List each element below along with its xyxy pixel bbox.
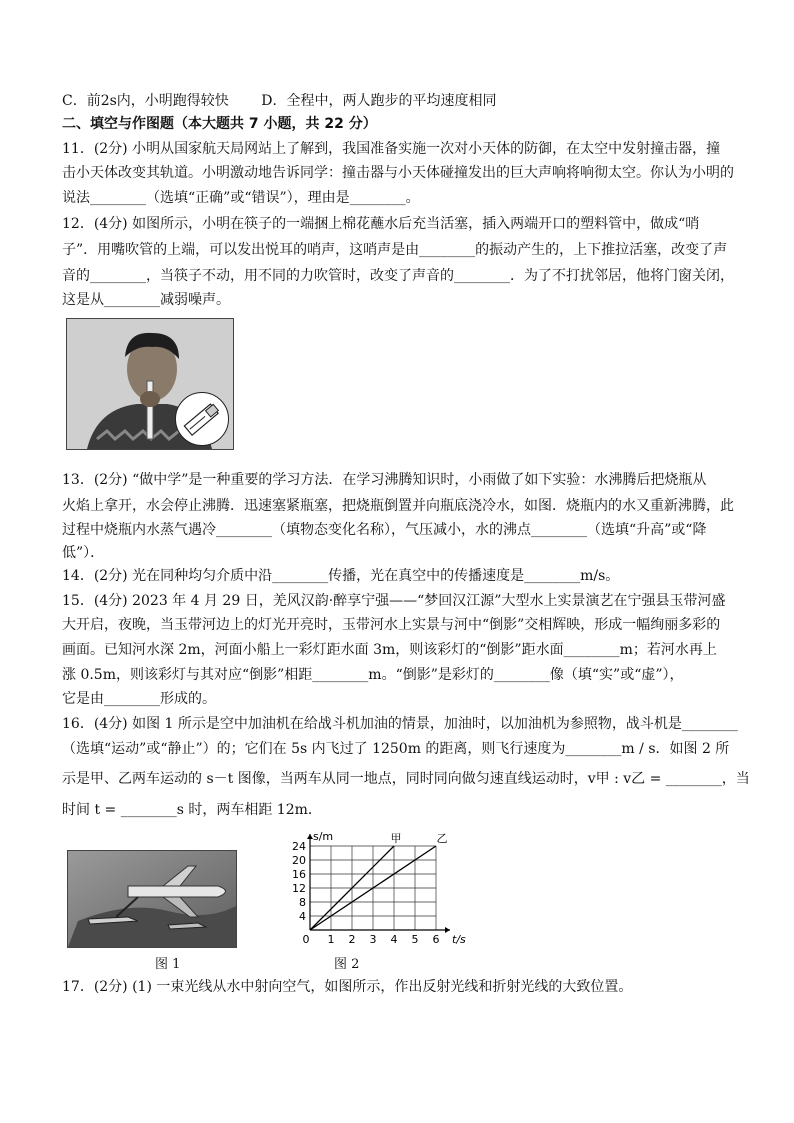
q15-line1: 15．(4分) 2023 年 4 月 29 日，羌风汉韵·醉享宁强——“梦回汉江源”大型水上实景演艺在宁强县玉带河盛 [62, 593, 726, 609]
q16-line4: 时间 t = ________s 时，两车相距 12m． [62, 802, 322, 818]
q12-line3: 音的________，当筷子不动，用不同的力吹管时，改变了声音的________．为了不打扰邻居，他将门窗关闭， [62, 268, 734, 284]
figure2-caption: 图 2 [334, 957, 360, 972]
q16-line2: （选填“运动”或“静止”）的；它们在 5s 内飞过了 1250m 的距离，则飞行速度为________m / s．如图 2 所 [62, 741, 730, 757]
x-tick-label: 4 [390, 933, 398, 946]
x-tick-label: 2 [348, 933, 356, 946]
y-tick-label: 4 [299, 910, 306, 923]
q12-line1: 12．(4分) 如图所示，小明在筷子的一端捆上棉花蘸水后充当活塞，插入两端开口的塑料管中，做成“哨 [62, 216, 700, 232]
q11-line3: 说法________（选填“正确”或“错误”），理由是________。 [62, 190, 420, 206]
y-tick-label: 16 [292, 868, 306, 881]
q15-line4: 涨 0.5m，则该彩灯与其对应“倒影”相距________m。“倒影”是彩灯的________像（填“实”或“虚”）， [62, 667, 684, 683]
q13-line1: 13．(2分) “做中学”是一种重要的学习方法．在学习沸腾知识时，小雨做了如下实验：水沸腾后把烧瓶从 [62, 472, 707, 488]
q16-line1: 16．(4分) 如图 1 所示是空中加油机在给战斗机加油的情景，加油时，以加油机为参照物，战斗机是________ [62, 716, 738, 732]
y-axis-label: s/m [313, 830, 334, 843]
figure1-caption: 图 1 [155, 957, 181, 972]
x-axis-label: t/s [452, 933, 466, 946]
option-c-d: C．前2s内，小明跑得较快 D．全程中，两人跑步的平均速度相同 [62, 93, 497, 109]
q11-line2: 击小天体改变其轨道。小明激动地告诉同学：撞击器与小天体碰撞发出的巨大声响将响彻太空。你认为小明的 [62, 165, 734, 181]
q16-line3: 示是甲、乙两车运动的 s－t 图像，当两车从同一地点，同时同向做匀速直线运动时，v甲 : v乙 = ________，当 [62, 771, 750, 787]
refueling-photo [67, 850, 237, 948]
q14-line: 14．(2分) 光在同种均匀介质中沿________传播，光在真空中的传播速度是________m/s。 [62, 568, 620, 584]
y-tick-label: 24 [292, 840, 306, 853]
q13-line2: 火焰上拿开，水会停止沸腾．迅速塞紧瓶塞，把烧瓶倒置并向瓶底浇冷水，如图．烧瓶内的水又重新沸腾，此 [62, 498, 734, 514]
x-tick-label: 3 [369, 933, 377, 946]
x-axis-arrow [445, 927, 450, 933]
q15-line3: 画面。已知河水深 2m，河面小船上一彩灯距水面 3m，则该彩灯的“倒影”距水面________m；若河水再上 [62, 642, 717, 658]
s-t-chart [280, 828, 470, 950]
q13-line4: 低”）． [62, 545, 105, 561]
section-heading: 二、填空与作图题（本大题共 7 小题，共 22 分） [62, 116, 377, 132]
whistle-tube-icon [176, 393, 228, 445]
series-label-yi: 乙 [436, 832, 448, 845]
x-tick-label: 6 [432, 933, 440, 946]
x-tick-label: 5 [411, 933, 419, 946]
y-tick-label: 20 [292, 854, 306, 867]
y-tick-label: 8 [299, 896, 306, 909]
series-label-jia: 甲 [390, 832, 402, 845]
y-tick-label: 12 [292, 882, 306, 895]
q12-line2: 子”．用嘴吹管的上端，可以发出悦耳的哨声，这哨声是由________的振动产生的，上下推拉活塞，改变了声 [62, 242, 728, 258]
x-tick-label: 0 [302, 933, 310, 946]
x-tick-label: 1 [327, 933, 335, 946]
q13-line3: 过程中烧瓶内水蒸气遇冷________（填物态变化名称），气压减小，水的沸点________（选填“升高”或“降 [62, 522, 707, 538]
q15-line5: 它是由________形成的。 [62, 691, 216, 707]
refueling-drawing [68, 851, 236, 947]
whistle-inset-circle [175, 392, 229, 446]
q11-line1: 11．(2分) 小明从国家航天局网站上了解到，我国准备实施一次对小天体的防御，在太空中发射撞击器，撞 [62, 141, 721, 157]
q12-line4: 这是从________减弱噪声。 [62, 292, 230, 308]
q17-line: 17．(2分) (1) 一束光线从水中射向空气，如图所示，作出反射光线和折射光线的大致位置。 [62, 979, 633, 995]
q15-line2: 大开启，夜晚，当玉带河边上的灯光开亮时，玉带河水上实景与河中“倒影”交相辉映，形成一幅绚丽多彩的 [62, 617, 721, 633]
